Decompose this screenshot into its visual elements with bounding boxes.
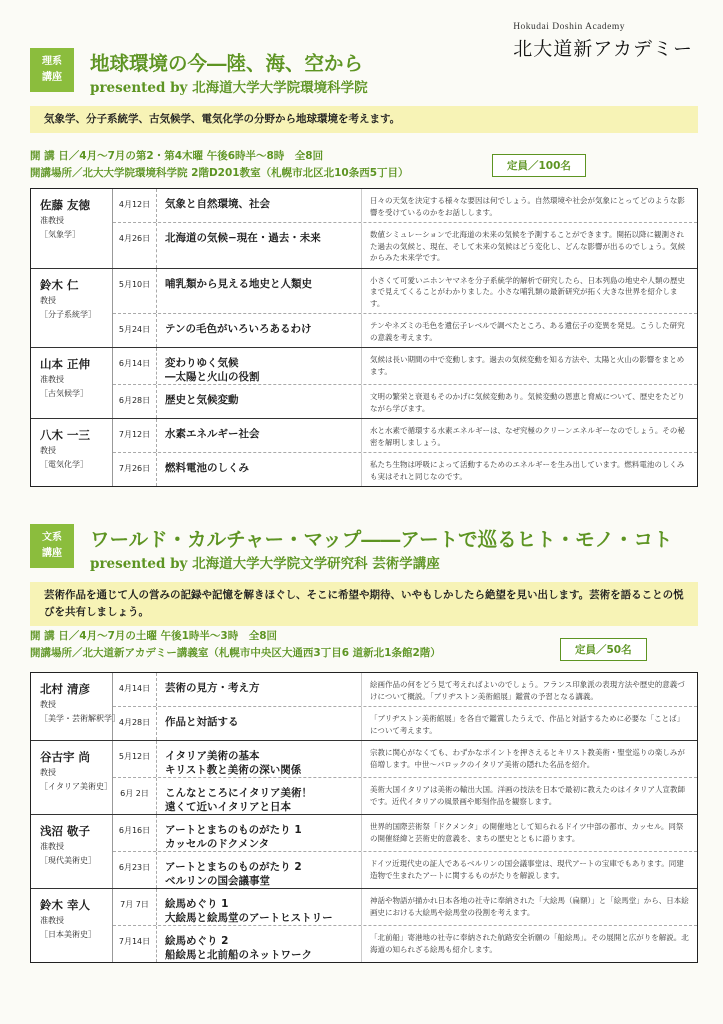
lecture-description: 「北前船」寄港地の社寺に奉納された航路安全祈願の「船絵馬」。その展開と広がりを解説。北海道の知られざる絵馬も紹介します。 bbox=[361, 926, 697, 962]
lecture-date: 5月10日 bbox=[113, 269, 157, 314]
instructor-field: ［気象学］ bbox=[40, 230, 80, 239]
arts-course-capacity: 定員／50名 bbox=[560, 638, 647, 661]
lecture-title: 絵馬めぐり 1 大絵馬と絵馬堂のアートヒストリー bbox=[165, 898, 333, 924]
lecture-title: 絵馬めぐり 2 船絵馬と北前船のネットワーク bbox=[165, 935, 312, 961]
lecture-date: 6月16日 bbox=[113, 815, 157, 851]
lecture-date: 4月28日 bbox=[113, 707, 157, 740]
lecture-item bbox=[113, 851, 697, 888]
instructor-field: ［分子系統学］ bbox=[40, 309, 96, 319]
lecture-title: イタリア美術の基本 キリスト教と美術の深い関係 bbox=[165, 750, 302, 776]
instructor-row bbox=[31, 268, 697, 348]
lecture-description: 美術大国イタリアは美術の輸出大国。洋画の技法を日本で最初に教えたのはイタリア人宣教師です。近代イタリアの風景画や彫刻作品を観察します。 bbox=[361, 778, 697, 814]
science-course-tag: 理系 講座 bbox=[30, 48, 74, 92]
instructor-info bbox=[31, 189, 113, 268]
instructor-role: 准教授 bbox=[40, 375, 64, 384]
instructor-role: 准教授 bbox=[40, 916, 64, 925]
arts-course-schedule: 開 講 日／4月～7月の土曜 午後1時半～3時 全8回 bbox=[30, 630, 277, 642]
lecture-date: 4月26日 bbox=[113, 223, 157, 268]
instructor-role: 教授 bbox=[40, 446, 56, 455]
instructor-row bbox=[31, 673, 697, 740]
instructor-name: 浅沼 敬子 bbox=[40, 824, 91, 838]
instructor-row bbox=[31, 740, 697, 814]
instructor-name: 山本 正伸 bbox=[40, 357, 91, 371]
lecture-description: 神話や物語が描かれ日本各地の社寺に奉納された「大絵馬（扁額）」と「絵馬堂」から、日本絵画史における大絵馬や絵馬堂の役割を考えます。 bbox=[361, 889, 697, 925]
lecture-title: アートとまちのものがたり 1 カッセルのドクメンタ bbox=[165, 824, 302, 850]
science-course-title: 地球環境の今―陸、海、空から bbox=[90, 52, 364, 75]
lecture-description: 絵画作品の何をどう見て考えればよいのでしょう。フランス印象派の表現方法や歴史的意義づけについて概説。「ブリヂストン美術館展」鑑賞の予習となる講義。 bbox=[361, 673, 697, 706]
lecture-title: 作品と対話する bbox=[165, 716, 239, 728]
lecture-date: 6月23日 bbox=[113, 852, 157, 888]
instructor-info bbox=[31, 348, 113, 418]
instructor-field: ［現代美術史］ bbox=[40, 856, 96, 865]
science-lecture-table bbox=[30, 188, 698, 487]
lecture-item bbox=[113, 889, 697, 925]
arts-course-presenter: presented by 北海道大学大学院文学研究科 芸術学講座 bbox=[90, 556, 440, 572]
lecture-item bbox=[113, 384, 697, 418]
lecture-description: 水と水素で循環する水素エネルギーは、なぜ究極のクリーンエネルギーなのでしょう。その秘密を解明しましょう。 bbox=[361, 419, 697, 452]
lecture-title: 燃料電池のしくみ bbox=[165, 462, 249, 474]
brand-logo bbox=[513, 22, 693, 61]
lecture-description: ドイツ近現代史の証人であるベルリンの国会議事堂は、現代アートの宝庫でもあります。同建造物で生まれたアートに関するものがたりを解説します。 bbox=[361, 852, 697, 888]
lecture-date: 7月26日 bbox=[113, 453, 157, 486]
lecture-item bbox=[113, 741, 697, 777]
lecture-item bbox=[113, 452, 697, 486]
science-course-lead: 気象学、分子系統学、古気候学、電気化学の分野から地球環境を考えます。 bbox=[30, 106, 698, 133]
lecture-item bbox=[113, 706, 697, 740]
instructor-field: ［電気化学］ bbox=[40, 460, 88, 469]
instructor-name: 谷古宇 尚 bbox=[40, 750, 91, 764]
lecture-item bbox=[113, 348, 697, 384]
instructor-info bbox=[31, 741, 113, 814]
lecture-item bbox=[113, 269, 697, 314]
arts-course-title: ワールド・カルチャー・マップ――アートで巡るヒト・モノ・コト bbox=[90, 528, 673, 551]
lecture-title: 哺乳類から見える地史と人類史 bbox=[165, 277, 312, 290]
arts-lecture-table bbox=[30, 672, 698, 963]
lecture-title: テンの毛色がいろいろあるわけ bbox=[165, 323, 312, 335]
lecture-title: 芸術の見方・考え方 bbox=[165, 682, 260, 694]
instructor-name: 八木 一三 bbox=[40, 428, 91, 442]
lecture-date: 7月14日 bbox=[113, 926, 157, 962]
instructor-role: 教授 bbox=[40, 700, 56, 709]
lecture-date: 4月12日 bbox=[113, 189, 157, 222]
instructor-name: 鈴木 仁 bbox=[40, 277, 79, 292]
lecture-item bbox=[113, 189, 697, 222]
science-course-capacity: 定員／100名 bbox=[492, 154, 586, 177]
lecture-date: 7月12日 bbox=[113, 419, 157, 452]
instructor-info bbox=[31, 673, 120, 740]
lecture-item bbox=[113, 925, 697, 962]
arts-course-tag: 文系 講座 bbox=[30, 524, 74, 568]
science-course-schedule: 開 講 日／4月～7月の第2・第4木曜 午後6時半～8時 全8回 bbox=[30, 150, 324, 162]
instructor-name: 佐藤 友徳 bbox=[40, 198, 91, 212]
science-course-presenter: presented by 北海道大学大学院環境科学院 bbox=[90, 80, 368, 96]
instructor-info bbox=[31, 419, 113, 486]
lecture-date: 4月14日 bbox=[113, 673, 157, 706]
lecture-description: 気候は長い期間の中で変動します。過去の気候変動を知る方法や、太陽と火山の影響をまとめます。 bbox=[361, 348, 697, 384]
lecture-item bbox=[113, 673, 697, 706]
lecture-description: 世界的国際芸術祭「ドクメンタ」の開催地として知られるドイツ中部の都市、カッセル。同祭の開催経緯と芸術史的意義を、まちの歴史とともに語ります。 bbox=[361, 815, 697, 851]
lecture-item bbox=[113, 222, 697, 268]
instructor-role: 准教授 bbox=[40, 216, 64, 225]
lecture-description: 「ブリヂストン美術館展」を各自で鑑賞したうえで、作品と対話するために必要な「ことば」について考えます。 bbox=[361, 707, 697, 740]
instructor-name: 鈴木 幸人 bbox=[40, 898, 91, 912]
lecture-description: 日々の天気を決定する様々な要因は何でしょう。自然環境や社会が気象にとってどのような影響を受けているのかをお話しします。 bbox=[361, 189, 697, 222]
lecture-description: テンやネズミの毛色を遺伝子レベルで調べたところ、ある遺伝子の変異を発見。こうした研究の意義を考えます。 bbox=[361, 314, 697, 347]
instructor-info bbox=[31, 269, 113, 348]
instructor-info bbox=[31, 815, 113, 888]
instructor-role: 准教授 bbox=[40, 842, 64, 851]
lecture-date: 6月28日 bbox=[113, 385, 157, 418]
instructor-row bbox=[31, 347, 697, 418]
lecture-title: こんなところにイタリア美術！ 遠くて近いイタリアと日本 bbox=[165, 787, 312, 813]
instructor-role: 教授 bbox=[40, 295, 56, 305]
lecture-description: 小さくて可愛いニホンヤマネを分子系統学的解析で研究したら、日本列島の地史や人類の歴史まで見えてくることがわかりました。小さな哺乳類の最新研究が拓く大きな世界を紹介します。 bbox=[361, 269, 697, 314]
instructor-field: ［美学・芸術解釈学］ bbox=[40, 714, 120, 723]
lecture-description: 文明の繁栄と衰退もそのかげに気候変動あり。気候変動の恩恵と脅威について、歴史をたどりながら学びます。 bbox=[361, 385, 697, 418]
lecture-title: 北海道の気候−現在・過去・未来 bbox=[165, 232, 321, 244]
instructor-field: ［古気候学］ bbox=[40, 389, 88, 398]
instructor-row bbox=[31, 888, 697, 962]
instructor-row bbox=[31, 189, 697, 268]
brand-japanese: 北大道新アカデミー bbox=[513, 38, 693, 60]
lecture-title: アートとまちのものがたり 2 ベルリンの国会議事堂 bbox=[165, 861, 302, 887]
instructor-role: 教授 bbox=[40, 768, 56, 777]
science-course-venue: 開講場所／北大大学院環境科学院 2階D201教室（札幌市北区北10条西5丁目） bbox=[30, 167, 409, 179]
arts-course-venue: 開講場所／北大道新アカデミー講義室（札幌市中央区大通西3丁目6 道新北1条館2階） bbox=[30, 647, 441, 659]
instructor-field: ［日本美術史］ bbox=[40, 930, 96, 939]
instructor-name: 北村 清彦 bbox=[40, 682, 91, 696]
instructor-info bbox=[31, 889, 113, 962]
lecture-date: 7月 7日 bbox=[113, 889, 157, 925]
lecture-date: 6月 2日 bbox=[113, 778, 157, 814]
brand-english: Hokudai Doshin Academy bbox=[513, 22, 625, 32]
arts-course-lead: 芸術作品を通じて人の営みの記録や記憶を解きほぐし、そこに希望や期待、いやもしかしたら絶望を見い出します。芸術を語ることの悦びを共有しましょう。 bbox=[30, 582, 698, 626]
lecture-item bbox=[113, 777, 697, 814]
lecture-item bbox=[113, 419, 697, 452]
instructor-row bbox=[31, 814, 697, 888]
lecture-date: 5月12日 bbox=[113, 741, 157, 777]
instructor-row bbox=[31, 418, 697, 486]
instructor-field: ［イタリア美術史］ bbox=[40, 782, 112, 791]
lecture-date: 5月24日 bbox=[113, 314, 157, 347]
lecture-item bbox=[113, 815, 697, 851]
lecture-description: 数値シミュレーションで北海道の未来の気候を予測することができます。開拓以降に観測された過去の気候と、現在、そして未来の気候はどう変化し、どんな影響が出るのでしょう。気候からみた未来学です。 bbox=[361, 223, 697, 268]
lecture-description: 宗教に関心がなくても、わずかなポイントを押さえるとキリスト教美術・聖堂巡りの楽しみが倍増します。中世～バロックのイタリア美術の隠れた名品を紹介。 bbox=[361, 741, 697, 777]
lecture-title: 気象と自然環境、社会 bbox=[165, 198, 270, 210]
lecture-item bbox=[113, 313, 697, 347]
lecture-title: 水素エネルギー社会 bbox=[165, 428, 260, 440]
lecture-title: 歴史と気候変動 bbox=[165, 394, 239, 406]
lecture-title: 変わりゆく気候 ―太陽と火山の役割 bbox=[165, 357, 260, 383]
lecture-date: 6月14日 bbox=[113, 348, 157, 384]
lecture-description: 私たち生物は呼吸によって活動するためのエネルギーを生み出しています。燃料電池のしくみも実はそれと同じなのです。 bbox=[361, 453, 697, 486]
